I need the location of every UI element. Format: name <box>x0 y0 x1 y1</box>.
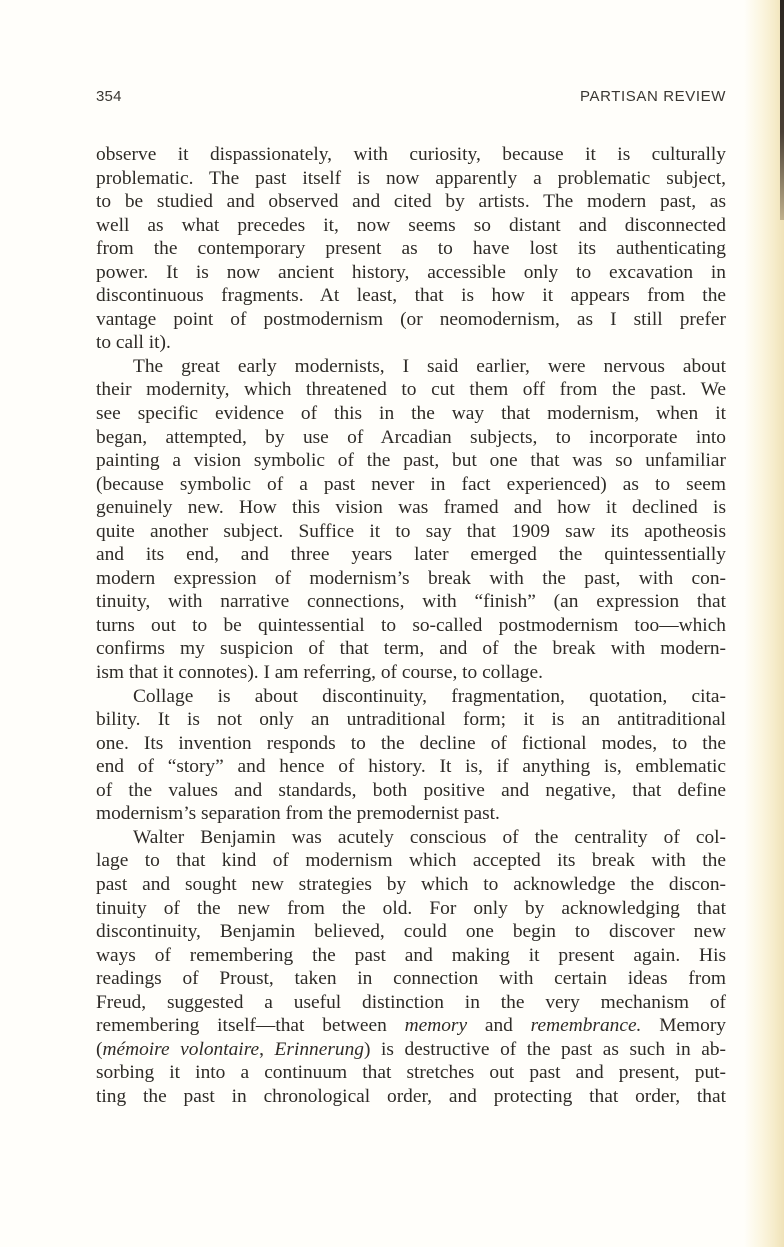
paragraph <box>96 143 726 355</box>
text-line <box>96 897 726 921</box>
running-head <box>96 88 726 108</box>
text-run: Collage is about discontinuity, fragmentation, quotation, cita- <box>133 685 726 707</box>
text-run: The great early modernists, I said earlier, were nervous about <box>133 355 726 377</box>
text-line <box>96 449 726 473</box>
text-line <box>96 826 726 850</box>
italic-term: remembrance. <box>530 1015 642 1037</box>
text-line <box>96 543 726 567</box>
text-run: of the values and standards, both positive and negative, that define <box>96 779 726 801</box>
text-line <box>96 873 726 897</box>
text-line <box>96 944 726 968</box>
text-line <box>96 378 726 402</box>
text-run: confirms my suspicion of that term, and of the break with modern- <box>96 638 726 660</box>
text-line <box>96 261 726 285</box>
text-run: discontinuous fragments. At least, that is how it appears from the <box>96 285 726 307</box>
text-run: quite another subject. Suffice it to say that 1909 saw its apotheosis <box>96 520 726 542</box>
text-line <box>96 520 726 544</box>
text-line <box>96 355 726 379</box>
text-line <box>96 1061 726 1085</box>
text-run: painting a vision symbolic of the past, but one that was so unfamiliar <box>96 450 726 472</box>
text-line <box>96 920 726 944</box>
text-line <box>96 1014 726 1038</box>
text-run: well as what precedes it, now seems so distant and disconnected <box>96 214 726 236</box>
text-line <box>96 991 726 1015</box>
text-run: ism that it connotes). I am referring, of course, to collage. <box>96 662 543 684</box>
text-run: vantage point of postmodernism (or neomodernism, as I still prefer <box>96 308 726 330</box>
text-line <box>96 426 726 450</box>
text-run: turns out to be quintessential to so-called postmodernism too—which <box>96 614 726 636</box>
text-run: Freud, suggested a useful distinction in the very mechanism of <box>96 991 726 1013</box>
text-line <box>96 214 726 238</box>
text-line <box>96 637 726 661</box>
text-run: (because symbolic of a past never in fact experienced) as to seem <box>96 473 726 495</box>
text-line <box>96 732 726 756</box>
text-run: genuinely new. How this vision was framed and how it declined is <box>96 497 726 519</box>
text-run: ) is destructive of the past as such in ab- <box>363 1038 726 1060</box>
page-binding-edge <box>780 0 784 220</box>
paragraph <box>96 355 726 685</box>
text-line <box>96 708 726 732</box>
italic-term: memory <box>404 1015 468 1037</box>
paragraph <box>96 826 726 1109</box>
text-line <box>96 802 726 826</box>
text-run: problematic. The past itself is now apparently a problematic subject, <box>96 167 726 189</box>
text-run: from the contemporary present as to have lost its authenticating <box>96 238 726 260</box>
text-run: their modernity, which threatened to cut them off from the past. We <box>96 379 726 401</box>
text-run: end of “story” and hence of history. It is, if anything is, emblematic <box>96 756 726 778</box>
page-edge-shadow <box>744 0 784 1247</box>
text-line <box>96 755 726 779</box>
text-run: bility. It is not only an untraditional form; it is an antitraditional <box>96 709 726 731</box>
text-line <box>96 685 726 709</box>
paragraph <box>96 685 726 826</box>
text-line <box>96 143 726 167</box>
text-run: readings of Proust, taken in connection with certain ideas from <box>96 968 726 990</box>
text-run: modern expression of modernism’s break with the past, with con- <box>96 567 726 589</box>
text-line <box>96 402 726 426</box>
text-run: power. It is now ancient history, accessible only to excavation in <box>96 261 726 283</box>
italic-term: mémoire volontaire <box>102 1038 260 1060</box>
body-text <box>96 143 726 1108</box>
text-line <box>96 331 726 355</box>
text-line <box>96 567 726 591</box>
text-run: tinuity, with narrative connections, with “finish” (an expression that <box>96 591 726 613</box>
text-line <box>96 496 726 520</box>
text-run: and <box>467 1015 531 1037</box>
text-run: and its end, and three years later emerged the quintessentially <box>96 544 726 566</box>
text-run: began, attempted, by use of Arcadian subjects, to incorporate into <box>96 426 726 448</box>
text-run: ways of remembering the past and making it present again. His <box>96 944 726 966</box>
text-run: to be studied and observed and cited by artists. The modern past, as <box>96 191 726 213</box>
text-run: remembering itself—that between <box>96 1015 405 1037</box>
text-run: ( <box>96 1038 103 1060</box>
text-run: past and sought new strategies by which to acknowledge the discon- <box>96 873 726 895</box>
text-run: Memory <box>641 1015 726 1037</box>
text-line <box>96 190 726 214</box>
text-run: lage to that kind of modernism which accepted its break with the <box>96 850 726 872</box>
italic-term: Erinnerung <box>274 1038 364 1060</box>
text-run: Walter Benjamin was acutely conscious of the centrality of col- <box>133 826 726 848</box>
journal-title: PARTISAN REVIEW <box>580 88 726 105</box>
text-line <box>96 849 726 873</box>
text-run: modernism’s separation from the premodernist past. <box>96 803 500 825</box>
text-run: , <box>259 1038 275 1060</box>
text-line <box>96 284 726 308</box>
text-run: tinuity of the new from the old. For only by acknowledging that <box>96 897 726 919</box>
text-run: to call it). <box>96 332 171 354</box>
text-run: sorbing it into a continuum that stretches out past and present, put- <box>96 1062 726 1084</box>
text-line <box>96 779 726 803</box>
text-run: discontinuity, Benjamin believed, could one begin to discover new <box>96 921 726 943</box>
text-run: observe it dispassionately, with curiosity, because it is culturally <box>96 144 726 165</box>
text-line <box>96 237 726 261</box>
text-line <box>96 1085 726 1109</box>
text-line <box>96 167 726 191</box>
text-line <box>96 1038 726 1062</box>
text-line <box>96 967 726 991</box>
text-line <box>96 473 726 497</box>
text-run: see specific evidence of this in the way that modernism, when it <box>96 403 726 425</box>
text-line <box>96 590 726 614</box>
page-number: 354 <box>96 88 122 105</box>
text-line <box>96 308 726 332</box>
text-run: ting the past in chronological order, and protecting that order, that <box>96 1085 726 1107</box>
text-run: one. Its invention responds to the decline of fictional modes, to the <box>96 732 726 754</box>
text-line <box>96 661 726 685</box>
text-line <box>96 614 726 638</box>
